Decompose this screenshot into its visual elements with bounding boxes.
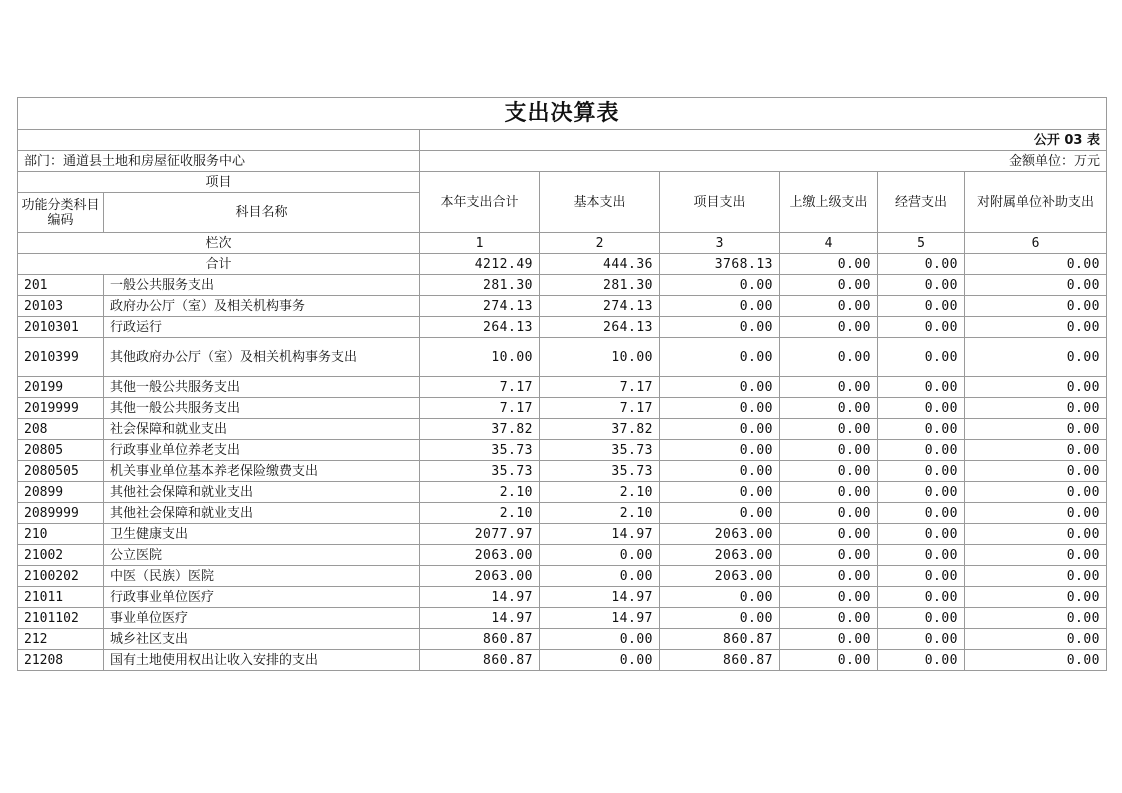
row-project: 2063.00	[660, 566, 780, 587]
row-project: 2063.00	[660, 545, 780, 566]
row-subsidy: 0.00	[965, 275, 1107, 296]
row-name: 行政事业单位医疗	[104, 587, 420, 608]
header-project: 项目支出	[660, 172, 780, 233]
row-total: 10.00	[420, 338, 540, 377]
row-code: 2089999	[18, 503, 104, 524]
row-business: 0.00	[878, 419, 965, 440]
table-row	[18, 419, 1107, 440]
row-project: 0.00	[660, 338, 780, 377]
row-code: 20899	[18, 482, 104, 503]
row-upper: 0.00	[780, 482, 878, 503]
row-subsidy: 0.00	[965, 566, 1107, 587]
row-name: 机关事业单位基本养老保险缴费支出	[104, 461, 420, 482]
row-total: 7.17	[420, 377, 540, 398]
total-project: 3768.13	[660, 254, 780, 275]
row-project: 0.00	[660, 296, 780, 317]
table-row	[18, 482, 1107, 503]
row-project: 860.87	[660, 650, 780, 671]
column-index-total: 1	[420, 233, 540, 254]
row-basic: 14.97	[540, 524, 660, 545]
row-total: 274.13	[420, 296, 540, 317]
row-project: 0.00	[660, 398, 780, 419]
row-project: 2063.00	[660, 524, 780, 545]
row-upper: 0.00	[780, 566, 878, 587]
table-row	[18, 587, 1107, 608]
table-row	[18, 398, 1107, 419]
row-name: 事业单位医疗	[104, 608, 420, 629]
row-business: 0.00	[878, 296, 965, 317]
row-business: 0.00	[878, 629, 965, 650]
header-item: 项目	[18, 172, 420, 193]
row-basic: 14.97	[540, 608, 660, 629]
row-business: 0.00	[878, 338, 965, 377]
header-code: 功能分类科目编码	[18, 193, 104, 233]
row-code: 20199	[18, 377, 104, 398]
row-total: 2077.97	[420, 524, 540, 545]
row-subsidy: 0.00	[965, 482, 1107, 503]
row-name: 其他一般公共服务支出	[104, 398, 420, 419]
table-row	[18, 608, 1107, 629]
row-code: 210	[18, 524, 104, 545]
total-subsidy: 0.00	[965, 254, 1107, 275]
table-row	[18, 524, 1107, 545]
row-business: 0.00	[878, 317, 965, 338]
row-name: 国有土地使用权出让收入安排的支出	[104, 650, 420, 671]
row-subsidy: 0.00	[965, 398, 1107, 419]
row-total: 35.73	[420, 440, 540, 461]
row-upper: 0.00	[780, 461, 878, 482]
department-label: 部门：通道县土地和房屋征收服务中心	[18, 151, 420, 172]
row-upper: 0.00	[780, 629, 878, 650]
row-business: 0.00	[878, 398, 965, 419]
row-code: 20103	[18, 296, 104, 317]
row-business: 0.00	[878, 482, 965, 503]
row-code: 2080505	[18, 461, 104, 482]
row-upper: 0.00	[780, 524, 878, 545]
row-code: 2010301	[18, 317, 104, 338]
row-business: 0.00	[878, 650, 965, 671]
row-subsidy: 0.00	[965, 461, 1107, 482]
table-row	[18, 545, 1107, 566]
table-row	[18, 650, 1107, 671]
table-row	[18, 503, 1107, 524]
row-project: 0.00	[660, 587, 780, 608]
column-index-project: 3	[660, 233, 780, 254]
row-total: 2063.00	[420, 566, 540, 587]
row-name: 公立医院	[104, 545, 420, 566]
total-basic: 444.36	[540, 254, 660, 275]
row-code: 2019999	[18, 398, 104, 419]
row-subsidy: 0.00	[965, 608, 1107, 629]
row-total: 2.10	[420, 503, 540, 524]
table-row	[18, 629, 1107, 650]
form-number: 公开 03 表	[420, 130, 1107, 151]
row-upper: 0.00	[780, 650, 878, 671]
table-row	[18, 440, 1107, 461]
row-subsidy: 0.00	[965, 503, 1107, 524]
row-total: 281.30	[420, 275, 540, 296]
row-basic: 0.00	[540, 566, 660, 587]
row-basic: 10.00	[540, 338, 660, 377]
column-index-label: 栏次	[18, 233, 420, 254]
row-subsidy: 0.00	[965, 524, 1107, 545]
row-basic: 7.17	[540, 398, 660, 419]
total-upper: 0.00	[780, 254, 878, 275]
row-basic: 35.73	[540, 461, 660, 482]
row-name: 城乡社区支出	[104, 629, 420, 650]
row-code: 21002	[18, 545, 104, 566]
header-basic: 基本支出	[540, 172, 660, 233]
table-row	[18, 377, 1107, 398]
table-row	[18, 275, 1107, 296]
row-total: 37.82	[420, 419, 540, 440]
table-row	[18, 317, 1107, 338]
row-code: 2010399	[18, 338, 104, 377]
row-upper: 0.00	[780, 338, 878, 377]
row-business: 0.00	[878, 545, 965, 566]
column-index-subsidy: 6	[965, 233, 1107, 254]
row-name: 行政事业单位养老支出	[104, 440, 420, 461]
row-upper: 0.00	[780, 377, 878, 398]
row-name: 行政运行	[104, 317, 420, 338]
row-subsidy: 0.00	[965, 317, 1107, 338]
row-total: 2063.00	[420, 545, 540, 566]
row-business: 0.00	[878, 608, 965, 629]
row-basic: 7.17	[540, 377, 660, 398]
column-index-business: 5	[878, 233, 965, 254]
row-basic: 14.97	[540, 587, 660, 608]
row-name: 其他一般公共服务支出	[104, 377, 420, 398]
header-total: 本年支出合计	[420, 172, 540, 233]
row-upper: 0.00	[780, 419, 878, 440]
column-index-basic: 2	[540, 233, 660, 254]
row-name: 其他社会保障和就业支出	[104, 503, 420, 524]
table-row	[18, 461, 1107, 482]
row-code: 21208	[18, 650, 104, 671]
row-basic: 0.00	[540, 629, 660, 650]
row-subsidy: 0.00	[965, 587, 1107, 608]
row-total: 2.10	[420, 482, 540, 503]
row-basic: 281.30	[540, 275, 660, 296]
header-subsidy: 对附属单位补助支出	[965, 172, 1107, 233]
row-code: 2100202	[18, 566, 104, 587]
row-basic: 0.00	[540, 545, 660, 566]
row-code: 212	[18, 629, 104, 650]
row-total: 860.87	[420, 629, 540, 650]
row-project: 0.00	[660, 275, 780, 296]
row-code: 208	[18, 419, 104, 440]
row-code: 21011	[18, 587, 104, 608]
header-name: 科目名称	[104, 193, 420, 233]
row-project: 0.00	[660, 503, 780, 524]
row-total: 35.73	[420, 461, 540, 482]
row-project: 0.00	[660, 317, 780, 338]
row-subsidy: 0.00	[965, 377, 1107, 398]
row-project: 0.00	[660, 461, 780, 482]
row-subsidy: 0.00	[965, 338, 1107, 377]
row-subsidy: 0.00	[965, 296, 1107, 317]
row-name: 其他社会保障和就业支出	[104, 482, 420, 503]
row-subsidy: 0.00	[965, 629, 1107, 650]
column-index-upper: 4	[780, 233, 878, 254]
row-project: 0.00	[660, 377, 780, 398]
row-project: 0.00	[660, 608, 780, 629]
unit-label: 金额单位：万元	[420, 151, 1107, 172]
row-total: 264.13	[420, 317, 540, 338]
row-basic: 264.13	[540, 317, 660, 338]
row-code: 20805	[18, 440, 104, 461]
row-name: 卫生健康支出	[104, 524, 420, 545]
row-code: 2101102	[18, 608, 104, 629]
row-basic: 2.10	[540, 503, 660, 524]
row-project: 860.87	[660, 629, 780, 650]
row-upper: 0.00	[780, 317, 878, 338]
total-total: 4212.49	[420, 254, 540, 275]
row-upper: 0.00	[780, 398, 878, 419]
row-business: 0.00	[878, 503, 965, 524]
row-total: 14.97	[420, 608, 540, 629]
table-row	[18, 338, 1107, 377]
row-code: 201	[18, 275, 104, 296]
row-upper: 0.00	[780, 608, 878, 629]
row-business: 0.00	[878, 377, 965, 398]
row-upper: 0.00	[780, 545, 878, 566]
row-total: 7.17	[420, 398, 540, 419]
header-business: 经营支出	[878, 172, 965, 233]
table-row	[18, 566, 1107, 587]
row-basic: 35.73	[540, 440, 660, 461]
row-basic: 274.13	[540, 296, 660, 317]
row-subsidy: 0.00	[965, 545, 1107, 566]
row-project: 0.00	[660, 440, 780, 461]
row-business: 0.00	[878, 524, 965, 545]
total-label: 合计	[18, 254, 420, 275]
row-project: 0.00	[660, 482, 780, 503]
header-upper: 上缴上级支出	[780, 172, 878, 233]
row-subsidy: 0.00	[965, 440, 1107, 461]
row-upper: 0.00	[780, 587, 878, 608]
row-name: 中医（民族）医院	[104, 566, 420, 587]
row-business: 0.00	[878, 461, 965, 482]
row-name: 一般公共服务支出	[104, 275, 420, 296]
row-total: 860.87	[420, 650, 540, 671]
row-upper: 0.00	[780, 275, 878, 296]
row-business: 0.00	[878, 275, 965, 296]
row-upper: 0.00	[780, 503, 878, 524]
table-title: 支出决算表	[18, 98, 1107, 130]
row-name: 政府办公厅（室）及相关机构事务	[104, 296, 420, 317]
total-business: 0.00	[878, 254, 965, 275]
row-business: 0.00	[878, 566, 965, 587]
row-upper: 0.00	[780, 296, 878, 317]
row-total: 14.97	[420, 587, 540, 608]
row-basic: 0.00	[540, 650, 660, 671]
row-basic: 37.82	[540, 419, 660, 440]
expenditure-table	[17, 97, 1107, 671]
row-project: 0.00	[660, 419, 780, 440]
row-subsidy: 0.00	[965, 419, 1107, 440]
row-business: 0.00	[878, 587, 965, 608]
row-upper: 0.00	[780, 440, 878, 461]
row-subsidy: 0.00	[965, 650, 1107, 671]
row-basic: 2.10	[540, 482, 660, 503]
row-name: 其他政府办公厅（室）及相关机构事务支出	[104, 338, 420, 377]
row-name: 社会保障和就业支出	[104, 419, 420, 440]
row-business: 0.00	[878, 440, 965, 461]
spacer-cell	[18, 130, 420, 151]
table-row	[18, 296, 1107, 317]
